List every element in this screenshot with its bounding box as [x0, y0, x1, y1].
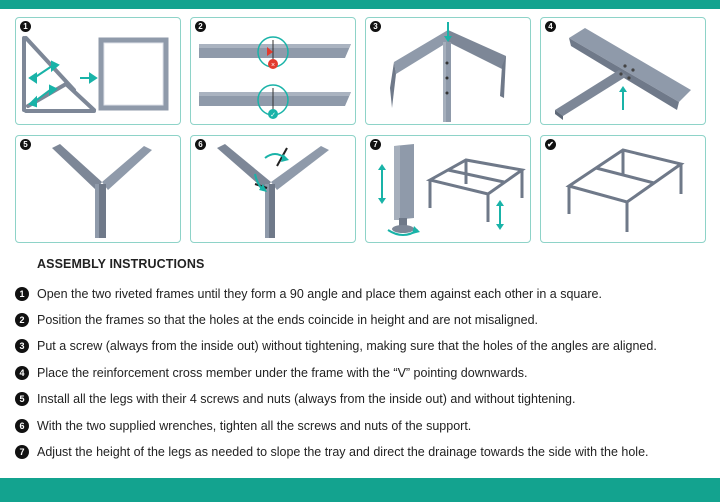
- step-text: Open the two riveted frames until they form a 90 angle and place them against each other in a square.: [37, 287, 602, 301]
- svg-text:✓: ✓: [270, 112, 276, 119]
- cross-member-illustration: [541, 18, 707, 126]
- instruction-step: [15, 390, 575, 408]
- instruction-step: [15, 285, 602, 303]
- step-number: 3: [15, 339, 29, 353]
- panel-step-5: [15, 135, 181, 243]
- step-number: 6: [15, 419, 29, 433]
- leg-height-illustration: [366, 136, 532, 244]
- step-text: Put a screw (always from the inside out) without tightening, making sure that the holes of the angles are aligned.: [37, 339, 657, 353]
- instruction-step: [15, 364, 528, 382]
- panel-step-1: [15, 17, 181, 125]
- instruction-step: [15, 311, 538, 329]
- leg-install-illustration: [16, 136, 182, 244]
- instruction-step: [15, 443, 649, 461]
- step-number: 1: [15, 287, 29, 301]
- tighten-illustration: [191, 136, 357, 244]
- svg-text:×: ×: [270, 62, 276, 69]
- instruction-step: [15, 417, 471, 435]
- panel-step-4: [540, 17, 706, 125]
- panel-badge: 2: [195, 21, 206, 32]
- step-number: 4: [15, 366, 29, 380]
- finished-check-badge: ✔: [545, 139, 556, 150]
- panel-badge: 3: [370, 21, 381, 32]
- panel-step-7: [365, 135, 531, 243]
- step-number: 2: [15, 313, 29, 327]
- bottom-accent-bar: [0, 478, 720, 502]
- panel-step-finished: [540, 135, 706, 243]
- step-text: With the two supplied wrenches, tighten all the screws and nuts of the support.: [37, 419, 472, 433]
- finished-support-illustration: [541, 136, 707, 244]
- panel-badge: 4: [545, 21, 556, 32]
- step-text: Place the reinforcement cross member under the frame with the “V” pointing downwards.: [37, 366, 528, 380]
- hole-alignment-illustration: [191, 18, 357, 126]
- top-accent-bar: [0, 0, 720, 9]
- instruction-step: [15, 337, 657, 355]
- panel-badge: 5: [20, 139, 31, 150]
- panel-badge: 6: [195, 139, 206, 150]
- step-text: Adjust the height of the legs as needed to slope the tray and direct the drainage towards the side with the hole.: [37, 445, 649, 459]
- instructions-heading: ASSEMBLY INSTRUCTIONS: [37, 257, 205, 271]
- step-number: 7: [15, 445, 29, 459]
- corner-screw-illustration: [366, 18, 532, 126]
- panel-badge: 7: [370, 139, 381, 150]
- step-text: Install all the legs with their 4 screws and nuts (always from the inside out) and without tightening.: [37, 392, 576, 406]
- panel-step-2: [190, 17, 356, 125]
- step-number: 5: [15, 392, 29, 406]
- panel-step-6: [190, 135, 356, 243]
- frames-opening-illustration: [16, 18, 182, 126]
- step-text: Position the frames so that the holes at the ends coincide in height and are not misaligned.: [37, 313, 539, 327]
- panel-badge: 1: [20, 21, 31, 32]
- panel-step-3: [365, 17, 531, 125]
